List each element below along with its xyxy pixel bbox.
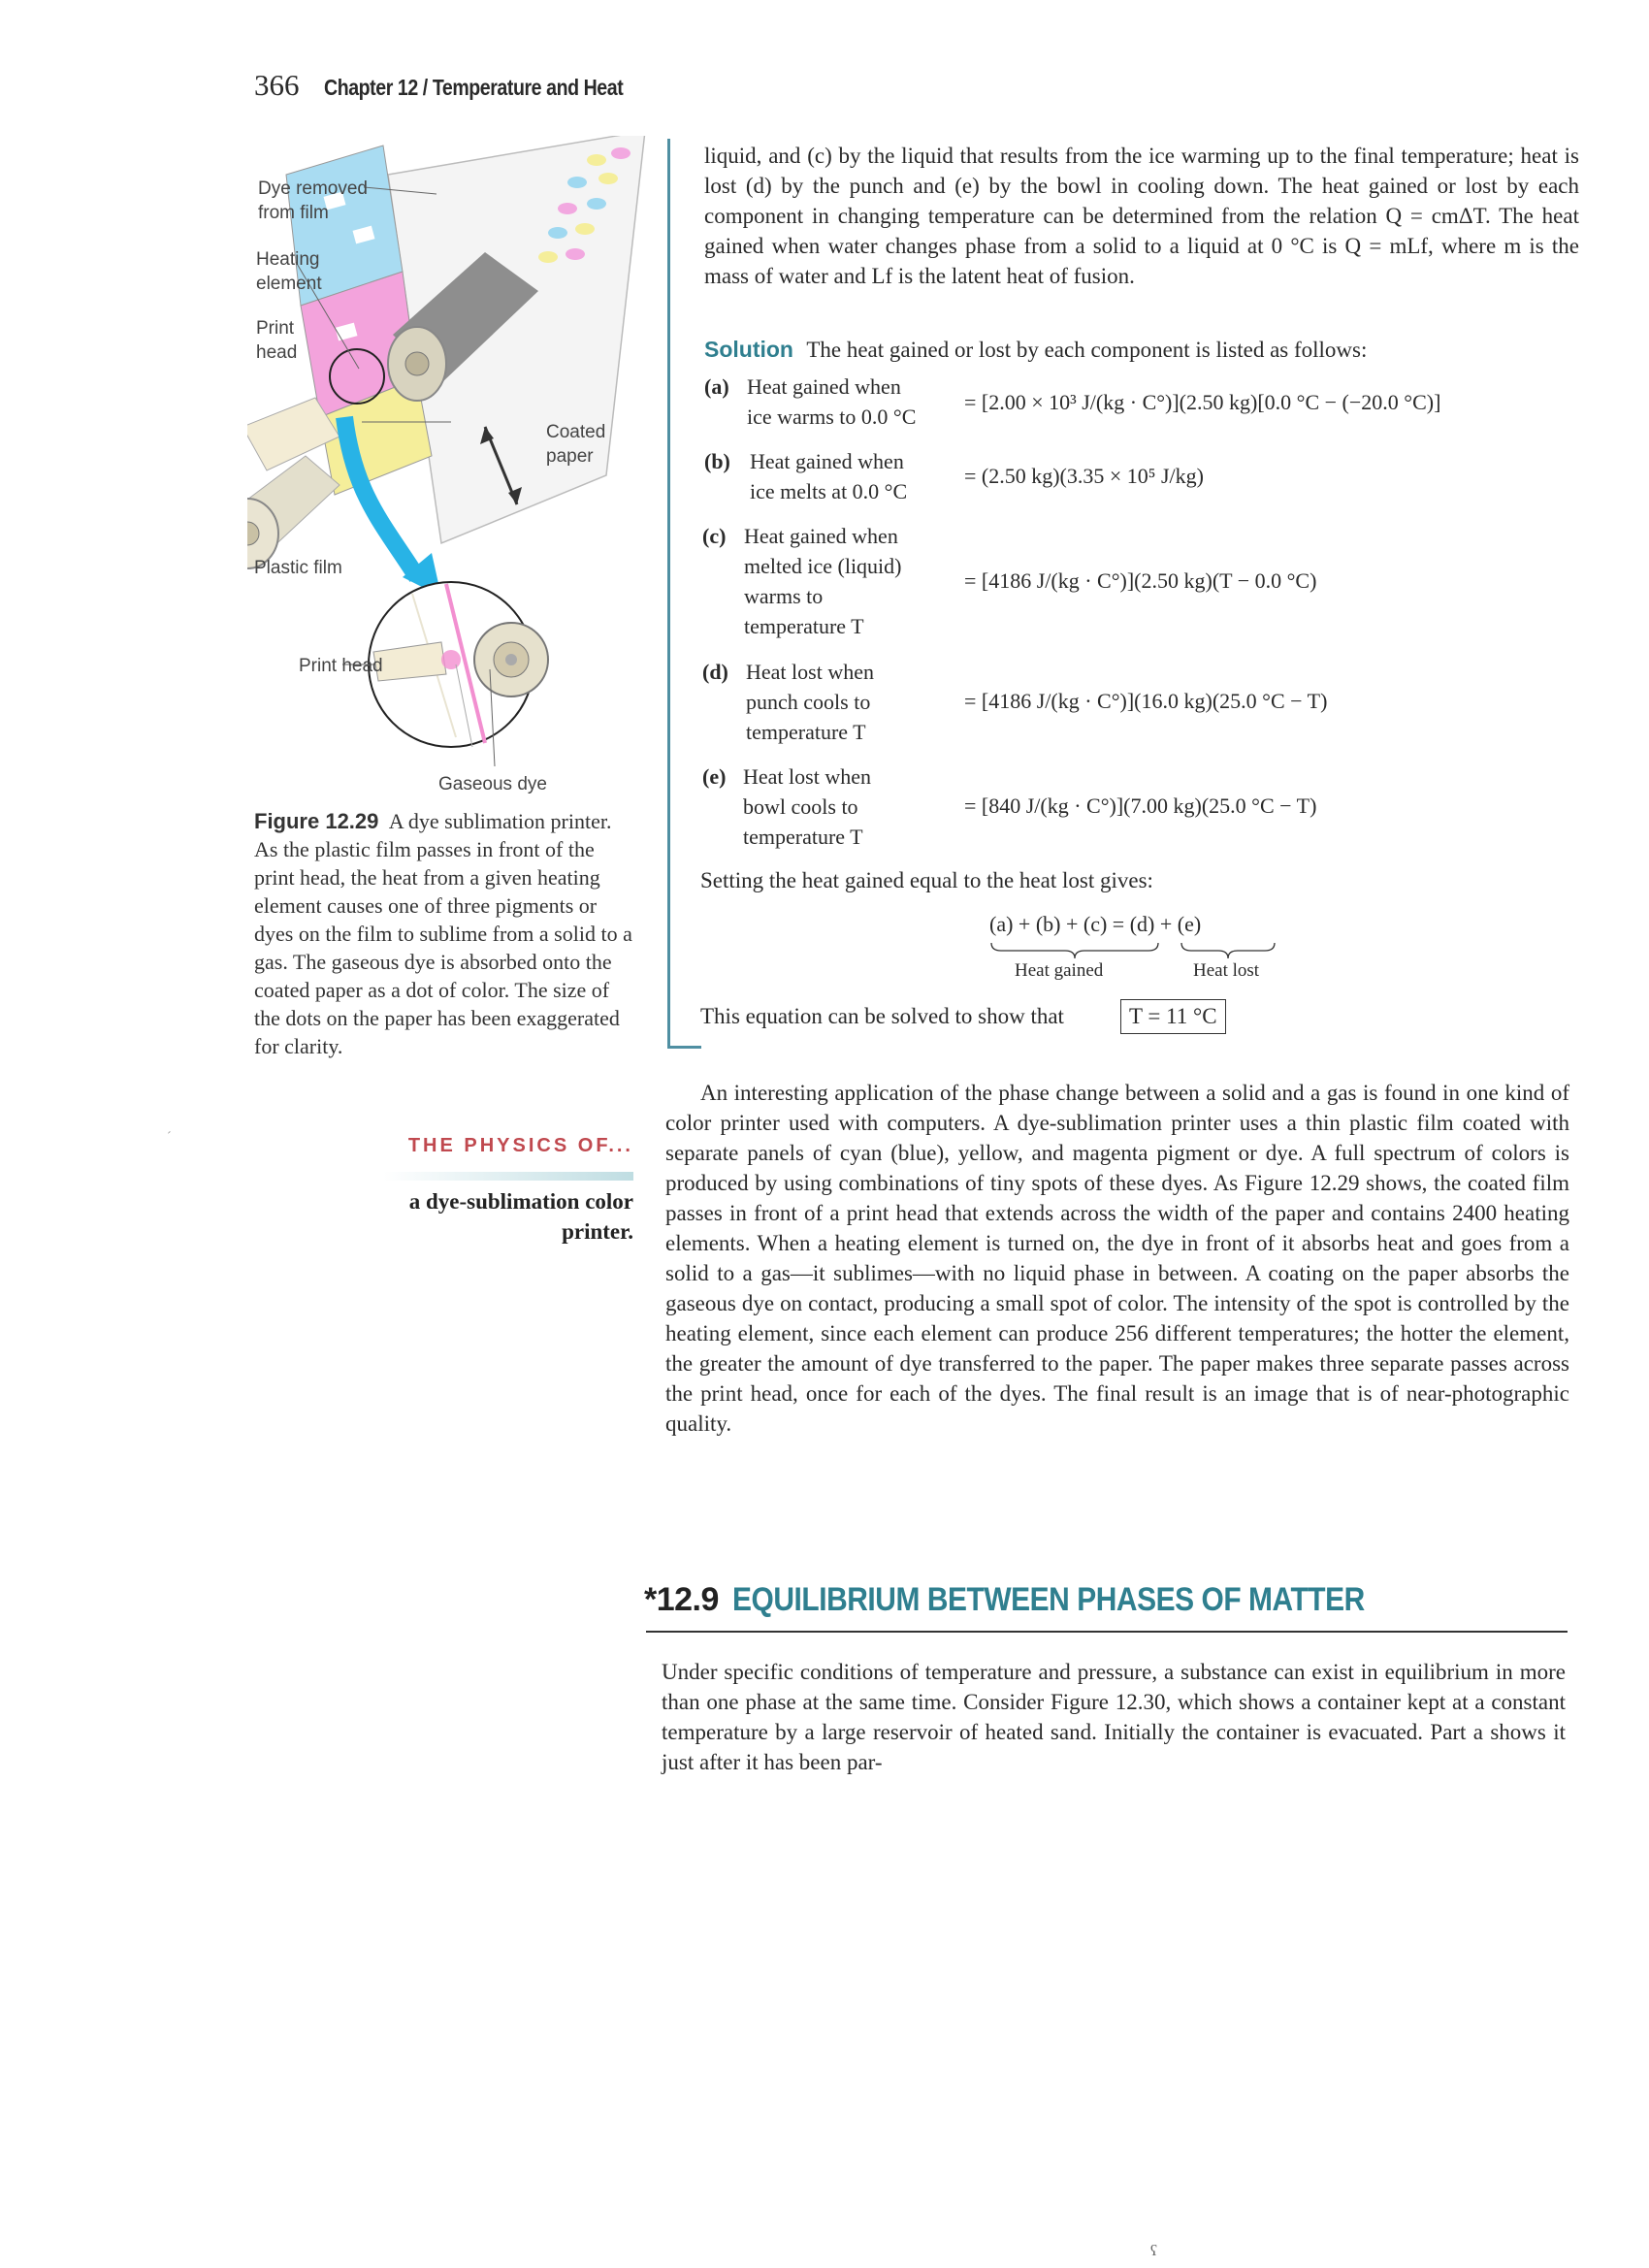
item-b-label: Heat gained when ice melts at 0.0 °C [750, 449, 908, 503]
item-e-label: Heat lost when bowl cools to temperature T [743, 764, 871, 849]
section-paragraph: Under specific conditions of temperature and pressure, a substance can exist in equilibrium in more than one phase at the same time. Consider Figure 12.30, which shows a container kept at a constant temperature by a large reservoir of heated sand. Initially the container is evacuated. Part a shows it just after it has been par- [662, 1660, 1566, 1774]
label-plastic-film: Plastic film [254, 558, 342, 578]
example-border-foot [667, 1046, 701, 1049]
heat-gained-label: Heat gained [1015, 960, 1104, 981]
figure-caption-text: A dye sublimation printer. As the plastic film passes in front of the print head, the heat from a given heating element causes one of three pigments or dyes on the film to sublime from a solid to a gas. The gaseous dye is absorbed onto the coated paper as a dot of color. The size of the dots on the paper has been exaggerated for clarity. [254, 809, 632, 1058]
item-b-key: (b) [704, 449, 730, 473]
result-text: This equation can be solved to show that [700, 1004, 1064, 1028]
section-number: *12.9 [644, 1581, 719, 1618]
label-heating-element: Heating element [256, 249, 322, 294]
physics-of-label: THE PHYSICS OF... [407, 1135, 633, 1156]
example-intro-paragraph: liquid, and (c) by the liquid that results from the ice warming up to the final temperature; heat is lost (d) by the punch and (e) by the bowl in cooling down. The heat gained or lost by each component in changing temperature can be determined from the relation Q = cmΔT. The heat gained when water changes phase from a solid to a liquid at 0 °C is Q = mLf, where m is the mass of water and Lf is the latent heat of fusion. [704, 144, 1579, 288]
label-print-head: Print head [256, 318, 298, 363]
figure-number: Figure 12.29 [254, 809, 379, 833]
running-head [254, 68, 676, 103]
item-d-key: (d) [702, 660, 728, 684]
item-a-equation: = [2.00 × 10³ J/(kg · C°)](2.50 kg)[0.0 °C − (−20.0 °C)] [964, 390, 1441, 414]
setting-equal-text: Setting the heat gained equal to the heat lost gives: [700, 868, 1153, 892]
page-number: 366 [254, 68, 300, 102]
item-a-key: (a) [704, 374, 729, 399]
section-rule [646, 1631, 1568, 1633]
label-dye-removed: Dye removed from film [258, 178, 368, 223]
gain-brace [991, 943, 1158, 958]
item-c-key: (c) [702, 524, 727, 548]
body-paragraph: An interesting application of the phase change between a solid and a gas is found in one kind of color printer used with computers. A dye-sublimation printer uses a thin plastic film coated with separate panels of cyan (blue), yellow, and magenta pigment or dye. A full spectrum of colors is produced by using combinations of tiny spots of these dyes. As Figure 12.29 shows, the coated film passes in front of a print head that extends across the width of the paper and contains 2400 heating elements. When a heating element is turned on, the dye in front of it absorbs heat and goes from a solid to a gas—it sublimes—with no liquid phase in between. A coating on the paper absorbs the gaseous dye on contact, producing a small spot of color. The intensity of the spot is controlled by the heating element, since each element can produce 256 different temperatures; the hotter the element, the greater the amount of dye transferred to the paper. The paper makes three separate passes across the print head, once for each of the dyes. The final result is an image that is of near-photographic quality. [665, 1081, 1569, 1436]
item-c-equation: = [4186 J/(kg · C°)](2.50 kg)(T − 0.0 °C) [964, 568, 1317, 593]
item-e-equation: = [840 J/(kg · C°)](7.00 kg)(25.0 °C − T) [964, 794, 1317, 818]
page-mark-left: ´ [167, 1130, 172, 1145]
item-a-label: Heat gained when ice warms to 0.0 °C [747, 374, 917, 429]
label-coated-paper: Coated paper [546, 422, 606, 467]
solution-line [704, 337, 1367, 363]
item-e-key: (e) [702, 764, 727, 789]
item-c-label: Heat gained when melted ice (liquid) warms to temperature T [744, 524, 902, 638]
solution-text: The heat gained or lost by each component is listed as follows: [806, 338, 1368, 362]
label-print-head-detail: Print head [299, 656, 383, 676]
physics-of-topic: a dye-sublimation color printer. [408, 1189, 633, 1244]
physics-of-rule [383, 1172, 633, 1181]
label-gaseous-dye: Gaseous dye [438, 774, 547, 794]
example-border [667, 139, 670, 1049]
section-title: EQUILIBRIUM BETWEEN PHASES OF MATTER [731, 1581, 1365, 1618]
item-d-equation: = [4186 J/(kg · C°)](16.0 kg)(25.0 °C − T) [964, 689, 1328, 713]
chapter-title: Chapter 12 / Temperature and Heat [324, 75, 624, 100]
figure-caption [254, 807, 638, 1060]
loss-brace [1181, 943, 1275, 958]
solution-label: Solution [704, 337, 793, 362]
equality-equation: (a) + (b) + (c) = (d) + (e) [989, 912, 1202, 936]
section-heading [644, 1581, 1451, 1619]
heat-lost-label: Heat lost [1193, 960, 1260, 981]
item-b-equation: = (2.50 kg)(3.35 × 10⁵ J/kg) [964, 464, 1204, 488]
underbraces [989, 941, 1300, 960]
page-mark-bottom: ʕ [1150, 2243, 1158, 2259]
result-boxed-answer: T = 11 °C [1120, 999, 1226, 1034]
item-d-label: Heat lost when punch cools to temperature T [746, 660, 874, 744]
